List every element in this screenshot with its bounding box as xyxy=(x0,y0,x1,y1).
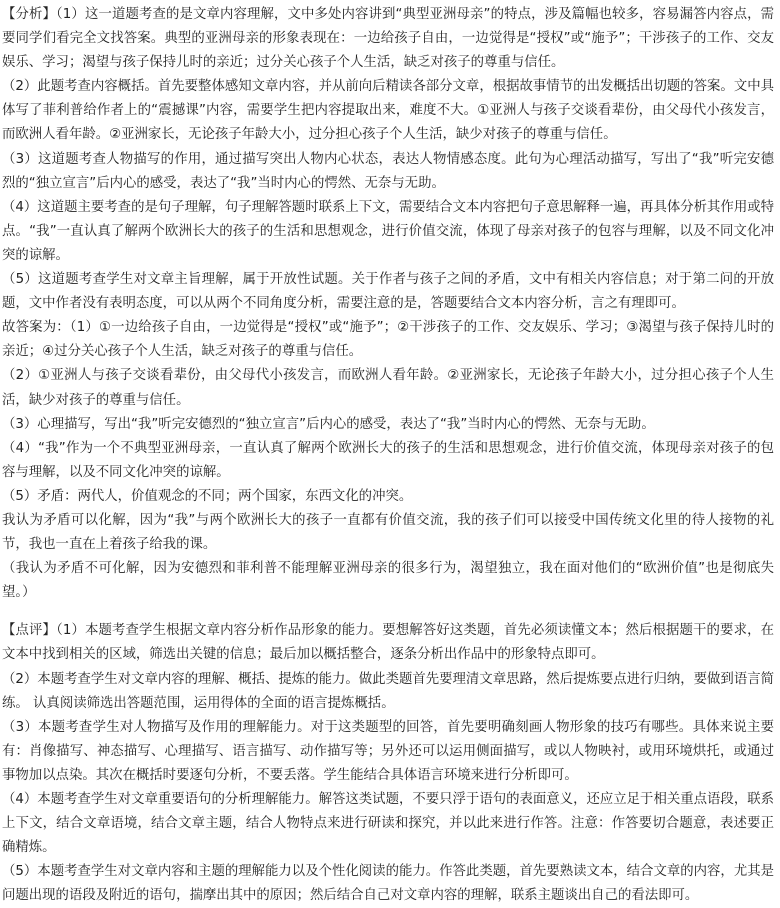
analysis-paragraph-3: （3）这道题考查人物描写的作用，通过描写突出人物内心状态，表达人物情感态度。此句为心理活动描写，写出了“我”听完安德烈的“独立宣言”后内心的感受，表达了“我”当时内心的愕然、无奈与无助。 xyxy=(2,151,774,191)
analysis-paragraph-2: （2）此题考查内容概括。首先要整体感知文章内容，并从前向后精读各部分文章，根据故事情节的出发概括出切题的答案。文中具体写了菲利普给作者上的“震撼课”内容，需要学生把内容提取出来，难度不大。①亚洲人与孩子交谈看辈份，由父母代小孩发言，而欧洲人看年龄。②亚洲家长，无论孩子年龄大小，过分担心孩子个人生活，缺少对孩子的尊重与信任。 xyxy=(2,79,774,143)
comment-paragraph-1: 【点评】（1）本题考查学生根据文章内容分析作品形象的能力。要想解答好这类题，首先必须读懂文本；然后根据题干的要求，在文本中找到相关的区域，筛选出关键的信息；最后加以概括整合，逐条分析出作品中的形象特点即可。 xyxy=(2,623,774,663)
comment-paragraph-5: （5）本题考查学生对文章内容和主题的理解能力以及个性化阅读的能力。作答此类题，首先要熟读文本，结合文章的内容，尤其是问题出现的语段及附近的语句，揣摩出其中的原因；然后结合自己对文章内容的理解，联系主题谈出自己的看法即可。 xyxy=(2,864,774,904)
analysis-paragraph-1: 【分析】（1）这一道题考查的是文章内容理解，文中多处内容讲到“典型亚洲母亲”的特点，涉及篇幅也较多，容易漏答内容点，需要同学们看完全文找答案。典型的亚洲母亲的形象表现在：一边给孩子自由，一边觉得是“授权”或“施予”；干涉孩子的工作、交友娱乐、学习；渴望与孩子保持儿时的亲近；过分关心孩子个人生活，缺乏对孩子的尊重与信任。 xyxy=(2,7,774,71)
answer-opinion-unresolvable: （我认为矛盾不可化解，因为安德烈和菲利普不能理解亚洲母亲的很多行为，渴望独立，我在面对他们的“欧洲价值”也是彻底失望。） xyxy=(2,561,774,601)
answer-paragraph-1: 故答案为：（1）①一边给孩子自由，一边觉得是“授权”或“施予”；②干涉孩子的工作、交友娱乐、学习；③渴望与孩子保持儿时的亲近；④过分关心孩子个人生活，缺乏对孩子的尊重与信任。 xyxy=(2,320,774,360)
analysis-paragraph-4: （4）这道题主要考查的是句子理解，句子理解答题时联系上下文，需要结合文本内容把句子意思解释一遍，再具体分析其作用或特点。“我”一直认真了解两个欧洲长大的孩子的生活和思想观念，进行价值交流，体现了母亲对孩子的包容与理解，以及不同文化冲突的谅解。 xyxy=(2,199,774,263)
answer-paragraph-3: （3）心理描写，写出“我”听完安德烈的“独立宣言”后内心的感受，表达了“我”当时内心的愕然、无奈与无助。 xyxy=(2,416,655,432)
comment-section xyxy=(2,619,774,908)
answer-paragraph-4: （4）“我”作为一个不典型亚洲母亲，一直认真了解两个欧洲长大的孩子的生活和思想观念，进行价值交流，体现母亲对孩子的包容与理解，以及不同文化冲突的谅解。 xyxy=(2,440,774,480)
comment-paragraph-2: （2）本题考查学生对文章内容的理解、概括、提炼的能力。做此类题首先要理清文章思路，然后提炼要点进行归纳，要做到语言简练。 认真阅读筛选出答题范围，运用得体的全面的语言提炼概括。 xyxy=(2,671,774,711)
answer-paragraph-2: （2）①亚洲人与孩子交谈看辈份，由父母代小孩发言，而欧洲人看年龄。②亚洲家长，无论孩子年龄大小，过分担心孩子个人生活，缺少对孩子的尊重与信任。 xyxy=(2,368,774,408)
comment-paragraph-3: （3）本题考查学生对人物描写及作用的理解能力。对于这类题型的回答，首先要明确刻画人物形象的技巧有哪些。具体来说主要有：肖像描写、神态描写、心理描写、语言描写、动作描写等；另外还可以运用侧面描写，或以人物映衬，或用环境烘托，或通过事物加以点染。其次在概括时要逐句分析，不要丢落。学生能结合具体语言环境来进行分析即可。 xyxy=(2,719,774,783)
answer-paragraph-5: （5）矛盾：两代人，价值观念的不同；两个国家，东西文化的冲突。 xyxy=(2,488,413,504)
analysis-paragraph-5: （5）这道题考查学生对文章主旨理解，属于开放性试题。关于作者与孩子之间的矛盾，文中有相关内容信息；对于第二问的开放题，文中作者没有表明态度，可以从两个不同角度分析，需要注意的是，答题要结合文本内容分析，言之有理即可。 xyxy=(2,272,774,312)
comment-paragraph-4: （4）本题考查学生对文章重要语句的分析理解能力。解答这类试题，不要只浮于语句的表面意义，还应立足于相关重点语段，联系上下文，结合文章语境，结合文章主题，结合人物特点来进行研读和探究，并以此来进行作答。注意：作答要切合题意，表述要正确精炼。 xyxy=(2,792,774,856)
answer-opinion-resolvable: 我认为矛盾可以化解，因为“我”与两个欧洲长大的孩子一直都有价值交流，我的孩子们可以接受中国传统文化里的待人接物的礼节，我也一直在上着孩子给我的课。 xyxy=(2,512,774,553)
section-spacer xyxy=(2,605,774,619)
analysis-section xyxy=(2,3,774,605)
